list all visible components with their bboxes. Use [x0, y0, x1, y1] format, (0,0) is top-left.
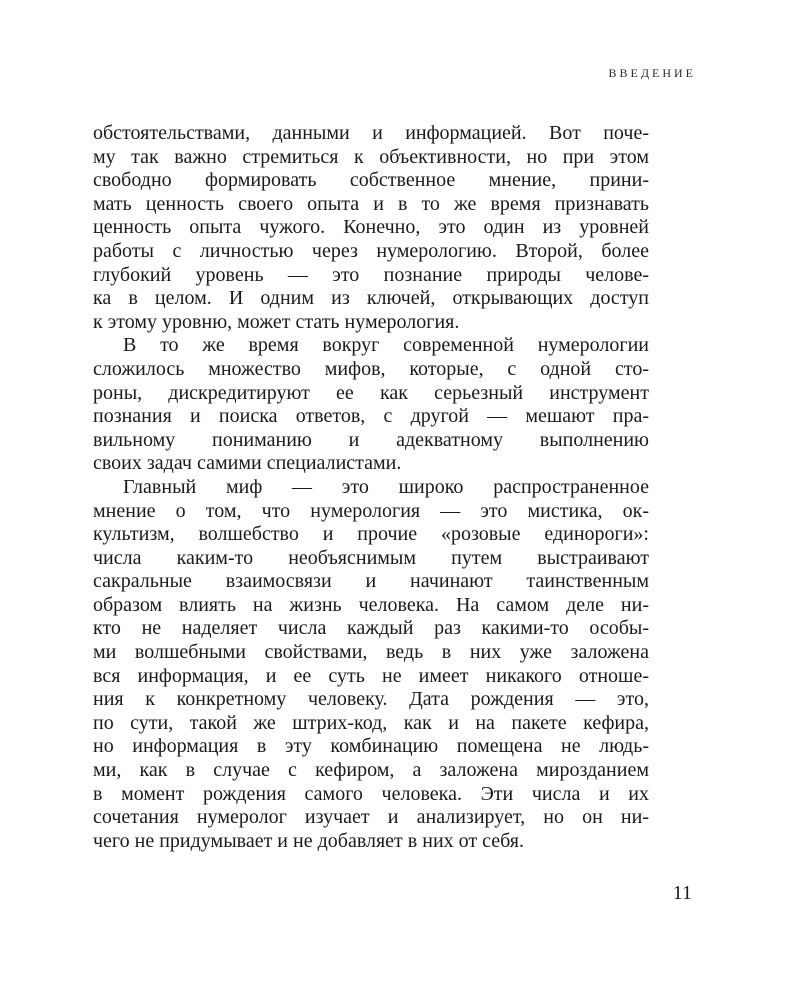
text-line: образом влиять на жизнь человека. На самом деле ни-	[93, 593, 649, 616]
text-line: кто не наделяет числа каждый раз какими-то особы-	[93, 617, 649, 640]
text-line: сочетания нумеролог изучает и анализирует, но он ни-	[93, 806, 649, 829]
text-line: ценность опыта чужого. Конечно, это один из уровней	[93, 216, 649, 239]
text-line: в момент рождения самого человека. Эти числа и их	[93, 782, 649, 805]
text-line: сложилось множество мифов, которые, с одной сто-	[93, 357, 649, 380]
paragraph-1	[93, 122, 649, 334]
text-line: по сути, такой же штрих-код, как и на пакете кефира,	[93, 711, 649, 734]
text-line: но информация в эту комбинацию помещена не людь-	[93, 735, 649, 758]
text-line: познания и поиска ответов, с другой — мешают пра-	[93, 405, 649, 428]
text-line: вильному пониманию и адекватному выполнению	[93, 428, 649, 451]
text-line: сакральные взаимосвязи и начинают таинственным	[93, 570, 649, 593]
text-line: ния к конкретному человеку. Дата рождения — это,	[93, 688, 649, 711]
text-line: своих задач самими специалистами.	[93, 452, 402, 475]
text-line: му так важно стремиться к объективности, но при этом	[93, 145, 649, 168]
body-text	[93, 122, 649, 853]
text-line: мнение о том, что нумерология — это мистика, ок-	[93, 499, 649, 522]
text-line: мать ценность своего опыта и в то же время признавать	[93, 192, 649, 215]
text-line: вся информация, и ее суть не имеет никакого отноше-	[93, 664, 649, 687]
text-line: глубокий уровень — это познание природы челове-	[93, 263, 649, 286]
text-line: ка в целом. И одним из ключей, открывающих доступ	[93, 287, 649, 310]
text-line: культизм, волшебство и прочие «розовые единороги»:	[93, 523, 649, 546]
text-line: работы с личностью через нумерологию. Второй, более	[93, 239, 649, 262]
text-line: Главный миф — это широко распространенное	[123, 475, 649, 498]
text-line: ми волшебными свойствами, ведь в них уже заложена	[93, 641, 649, 664]
text-line: чего не придумывает и не добавляет в них от себя.	[93, 829, 524, 852]
paragraph-3	[93, 476, 649, 854]
text-line: В то же время вокруг современной нумерологии	[123, 334, 649, 357]
running-head: ВВЕДЕНИЕ	[608, 66, 696, 80]
text-line: обстоятельствами, данными и информацией. Вот поче-	[93, 122, 649, 144]
text-line: свободно формировать собственное мнение, прини-	[93, 169, 649, 192]
text-line: ми, как в случае с кефиром, а заложена мирозданием	[93, 759, 649, 782]
page-number: 11	[672, 882, 692, 904]
paragraph-2	[93, 334, 649, 476]
text-line: роны, дискредитируют ее как серьезный инструмент	[93, 381, 649, 404]
text-line: числа каким-то необъяснимым путем выстраивают	[93, 546, 649, 569]
text-line: к этому уровню, может стать нумерология.	[93, 310, 460, 333]
